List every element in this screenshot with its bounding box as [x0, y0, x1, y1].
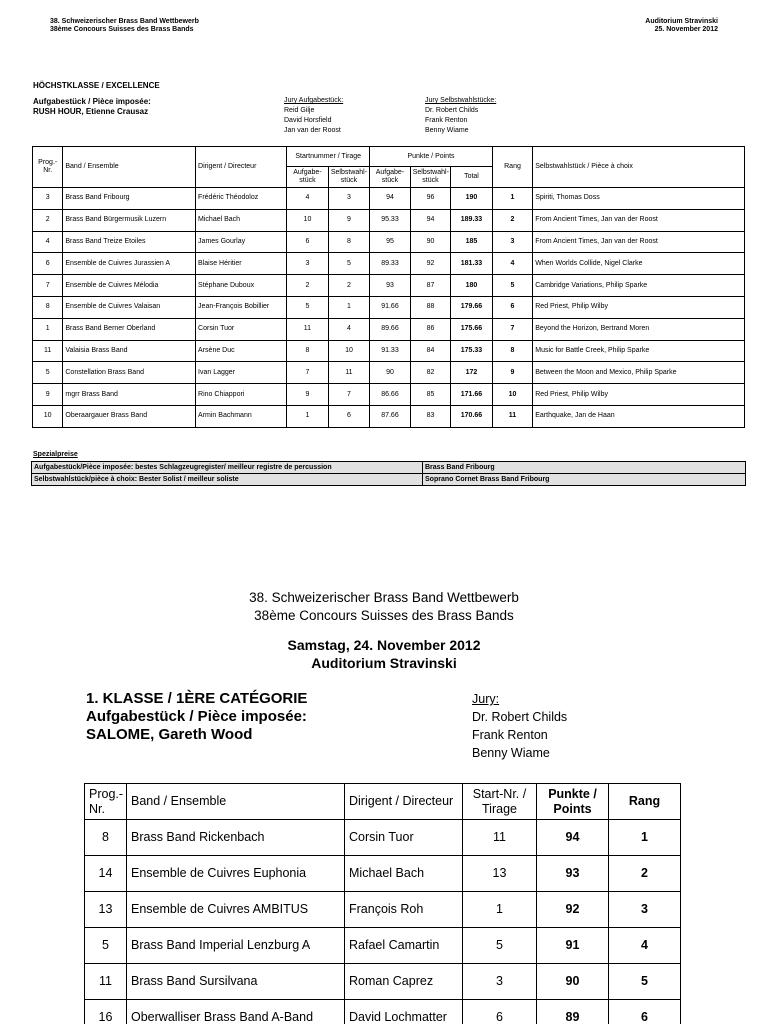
page2-category: 1. KLASSE / 1ÈRE CATÉGORIE: [86, 690, 308, 707]
cell-start-test: 2: [287, 275, 329, 297]
cell-points: 91: [537, 928, 609, 964]
header-total: Total: [451, 167, 493, 188]
cell-band: Ensemble de Cuivres Valaisan: [63, 296, 196, 318]
page1-category: HÖCHSTKLASSE / EXCELLENCE: [33, 81, 160, 90]
page2-venue: Auditorium Stravinski: [311, 655, 457, 671]
cell-own-piece: Spiriti, Thomas Doss: [533, 188, 745, 210]
cell-start: 13: [463, 856, 537, 892]
cell-band: Brass Band Rickenbach: [127, 820, 345, 856]
cell-start-test: 9: [287, 384, 329, 406]
header-line: Auditorium Stravinski: [645, 18, 718, 25]
cell-total: 172: [451, 362, 493, 384]
cell-rank: 6: [492, 296, 533, 318]
header-rank: Rang: [492, 147, 533, 188]
header-points-group: Punkte / Points: [370, 147, 493, 167]
cell-rank: 2: [609, 856, 681, 892]
cell-start-own: 5: [328, 253, 370, 275]
cell-rank: 4: [492, 253, 533, 275]
special-prize-row: [32, 474, 746, 486]
header-line: 38. Schweizerischer Brass Band Wettbewerb: [50, 18, 199, 25]
cell-start-test: 10: [287, 209, 329, 231]
cell-total: 171.66: [451, 384, 493, 406]
cell-points-test: 89.66: [370, 318, 411, 340]
header-line: 25. November 2012: [654, 26, 718, 33]
cell-band: Ensemble de Cuivres Jurassien A: [63, 253, 196, 275]
header-start: Start-Nr. / Tirage: [463, 784, 537, 820]
table-row: [85, 856, 681, 892]
cell-own-piece: Beyond the Horizon, Bertrand Moren: [533, 318, 745, 340]
cell-own-piece: From Ancient Times, Jan van der Roost: [533, 231, 745, 253]
cell-rank: 7: [492, 318, 533, 340]
cell-points: 92: [537, 892, 609, 928]
cell-conductor: Armin Bachmann: [196, 405, 287, 427]
cell-prog: 14: [85, 856, 127, 892]
cell-total: 181.33: [451, 253, 493, 275]
header-conductor: Dirigent / Directeur: [196, 147, 287, 188]
cell-band: Brass Band Treize Etoiles: [63, 231, 196, 253]
cell-rank: 2: [492, 209, 533, 231]
cell-points-test: 91.33: [370, 340, 411, 362]
cell-rank: 5: [609, 964, 681, 1000]
jury-test-title: Jury Aufgabestück:: [284, 97, 344, 104]
cell-band: Valaisia Brass Band: [63, 340, 196, 362]
page1-header-left: [50, 18, 199, 34]
cell-rank: 1: [609, 820, 681, 856]
table-row: [33, 318, 745, 340]
cell-total: 180: [451, 275, 493, 297]
cell-band: Ensemble de Cuivres Euphonia: [127, 856, 345, 892]
cell-own-piece: Red Priest, Philip Wilby: [533, 384, 745, 406]
cell-start-own: 8: [328, 231, 370, 253]
table-row: [85, 892, 681, 928]
cell-start-own: 1: [328, 296, 370, 318]
cell-band: Oberaargauer Brass Band: [63, 405, 196, 427]
jury-member: David Horsfield: [284, 117, 332, 124]
cell-points: 94: [537, 820, 609, 856]
cell-rank: 6: [609, 1000, 681, 1024]
page1-header-right: [645, 18, 718, 34]
cell-points-own: 90: [410, 231, 451, 253]
cell-own-piece: Red Priest, Philip Wilby: [533, 296, 745, 318]
cell-start: 5: [463, 928, 537, 964]
cell-rank: 10: [492, 384, 533, 406]
cell-rank: 5: [492, 275, 533, 297]
cell-conductor: Arsène Duc: [196, 340, 287, 362]
cell-start-own: 2: [328, 275, 370, 297]
cell-prog: 16: [85, 1000, 127, 1024]
cell-prog: 5: [33, 362, 63, 384]
jury-member: Jan van der Roost: [284, 127, 341, 134]
cell-start-own: 6: [328, 405, 370, 427]
table-row: [85, 820, 681, 856]
cell-points-test: 93: [370, 275, 411, 297]
special-prizes-title: Spezialpreise: [33, 451, 78, 458]
cell-own-piece: From Ancient Times, Jan van der Roost: [533, 209, 745, 231]
cell-start-test: 1: [287, 405, 329, 427]
excellence-results-table: [32, 146, 745, 428]
cell-prog: 7: [33, 275, 63, 297]
table-row: [33, 231, 745, 253]
table-row: [33, 296, 745, 318]
cell-points-test: 86.66: [370, 384, 411, 406]
jury-own-title: Jury Selbstwahlstücke:: [425, 97, 497, 104]
jury-member: Frank Renton: [425, 117, 468, 124]
jury-member: Dr. Robert Childs: [425, 107, 479, 114]
cell-start-own: 3: [328, 188, 370, 210]
page2-jury-block: [472, 690, 567, 762]
cell-prog: 3: [33, 188, 63, 210]
cell-conductor: Stéphane Duboux: [196, 275, 287, 297]
jury-test-block: [284, 96, 343, 136]
special-prize-row: [32, 462, 746, 474]
cell-points-own: 88: [410, 296, 451, 318]
page2-title2: 38ème Concours Suisses des Brass Bands: [254, 608, 514, 623]
cell-points-test: 91.66: [370, 296, 411, 318]
cell-rank: 3: [609, 892, 681, 928]
table-row: [33, 340, 745, 362]
cell-start: 1: [463, 892, 537, 928]
cell-conductor: David Lochmatter: [345, 1000, 463, 1024]
special-prize-winner: Brass Band Fribourg: [423, 462, 746, 474]
jury-member: Benny Wiame: [425, 127, 469, 134]
cell-points: 89: [537, 1000, 609, 1024]
cell-own-piece: Music for Battle Creek, Philip Sparke: [533, 340, 745, 362]
cell-start-own: 4: [328, 318, 370, 340]
cell-conductor: Corsin Tuor: [345, 820, 463, 856]
cell-conductor: Ivan Lagger: [196, 362, 287, 384]
cell-start-test: 4: [287, 188, 329, 210]
cell-band: Brass Band Bürgermusik Luzern: [63, 209, 196, 231]
cell-start-test: 6: [287, 231, 329, 253]
header-line: 38ème Concours Suisses des Brass Bands: [50, 26, 194, 33]
special-prizes-table: [31, 461, 746, 486]
cell-prog: 9: [33, 384, 63, 406]
header-start-test: Aufgabe-stück: [287, 167, 329, 188]
table-row: [85, 928, 681, 964]
cell-conductor: François Roh: [345, 892, 463, 928]
cell-prog: 1: [33, 318, 63, 340]
cell-own-piece: Between the Moon and Mexico, Philip Sparke: [533, 362, 745, 384]
cell-band: Constellation Brass Band: [63, 362, 196, 384]
cell-start-own: 7: [328, 384, 370, 406]
cell-start: 3: [463, 964, 537, 1000]
table-row: [33, 188, 745, 210]
cell-points-own: 82: [410, 362, 451, 384]
jury-member: Benny Wiame: [472, 746, 550, 760]
cell-start-own: 9: [328, 209, 370, 231]
header-start-group: Startnummer / Tirage: [287, 147, 370, 167]
cell-start-own: 11: [328, 362, 370, 384]
header-band: Band / Ensemble: [127, 784, 345, 820]
cell-band: Ensemble de Cuivres Mélodia: [63, 275, 196, 297]
page2-piece-label: Aufgabestück / Pièce imposée:: [86, 708, 307, 725]
cell-conductor: Corsin Tuor: [196, 318, 287, 340]
header-band: Band / Ensemble: [63, 147, 196, 188]
table-row: [33, 384, 745, 406]
header-prog: Prog.-Nr.: [33, 147, 63, 188]
cell-own-piece: Earthquake, Jan de Haan: [533, 405, 745, 427]
cell-prog: 10: [33, 405, 63, 427]
cell-rank: 4: [609, 928, 681, 964]
cell-start-own: 10: [328, 340, 370, 362]
cell-prog: 13: [85, 892, 127, 928]
jury-member: Dr. Robert Childs: [472, 710, 568, 724]
cell-points-test: 95.33: [370, 209, 411, 231]
cell-points-test: 94: [370, 188, 411, 210]
cell-points: 93: [537, 856, 609, 892]
page1-piece-label: Aufgabestück / Pièce imposée:: [33, 97, 151, 106]
header-own-piece: Selbstwahlstück / Pièce à choix: [533, 147, 745, 188]
cell-band: Brass Band Berner Oberland: [63, 318, 196, 340]
cell-total: 175.66: [451, 318, 493, 340]
header-start-own: Selbstwahl-stück: [328, 167, 370, 188]
cell-prog: 8: [33, 296, 63, 318]
cell-points-own: 92: [410, 253, 451, 275]
cell-rank: 8: [492, 340, 533, 362]
special-prize-winner: Soprano Cornet Brass Band Fribourg: [423, 474, 746, 486]
cell-points-own: 84: [410, 340, 451, 362]
cell-rank: 11: [492, 405, 533, 427]
cell-band: Brass Band Sursilvana: [127, 964, 345, 1000]
cell-total: 189.33: [451, 209, 493, 231]
first-class-results-table: [84, 783, 681, 1024]
cell-start-test: 3: [287, 253, 329, 275]
cell-own-piece: When Worlds Collide, Nigel Clarke: [533, 253, 745, 275]
cell-conductor: James Gourlay: [196, 231, 287, 253]
cell-start-test: 8: [287, 340, 329, 362]
cell-points-own: 94: [410, 209, 451, 231]
cell-band: mgrr Brass Band: [63, 384, 196, 406]
cell-points-own: 87: [410, 275, 451, 297]
cell-band: Brass Band Imperial Lenzburg A: [127, 928, 345, 964]
table-row: [85, 964, 681, 1000]
cell-points-test: 89.33: [370, 253, 411, 275]
jury-member: Frank Renton: [472, 728, 548, 742]
table-row: [33, 362, 745, 384]
header-points: Punkte / Points: [537, 784, 609, 820]
jury-member: Reid Gilje: [284, 107, 315, 114]
cell-points-test: 87.66: [370, 405, 411, 427]
cell-points-own: 85: [410, 384, 451, 406]
cell-rank: 1: [492, 188, 533, 210]
cell-prog: 8: [85, 820, 127, 856]
page2-date: Samstag, 24. November 2012: [287, 637, 481, 653]
table-row: [33, 253, 745, 275]
cell-conductor: Roman Caprez: [345, 964, 463, 1000]
page1-piece: RUSH HOUR, Etienne Crausaz: [33, 107, 149, 116]
cell-band: Oberwalliser Brass Band A-Band: [127, 1000, 345, 1024]
page2-piece: SALOME, Gareth Wood: [86, 726, 253, 743]
page2-title1: 38. Schweizerischer Brass Band Wettbewerb: [249, 590, 519, 605]
cell-rank: 3: [492, 231, 533, 253]
cell-prog: 11: [85, 964, 127, 1000]
header-conductor: Dirigent / Directeur: [345, 784, 463, 820]
header-pts-test: Aufgabe-stück: [370, 167, 411, 188]
cell-conductor: Rafael Camartin: [345, 928, 463, 964]
cell-band: Brass Band Fribourg: [63, 188, 196, 210]
cell-start-test: 11: [287, 318, 329, 340]
table-row: [85, 1000, 681, 1024]
cell-band: Ensemble de Cuivres AMBITUS: [127, 892, 345, 928]
cell-conductor: Blaise Héritier: [196, 253, 287, 275]
cell-conductor: Frédéric Théodoloz: [196, 188, 287, 210]
cell-points-test: 95: [370, 231, 411, 253]
cell-points: 90: [537, 964, 609, 1000]
cell-prog: 6: [33, 253, 63, 275]
cell-start: 11: [463, 820, 537, 856]
cell-conductor: Michael Bach: [196, 209, 287, 231]
jury-own-block: [425, 96, 496, 136]
cell-own-piece: Cambridge Variations, Philip Sparke: [533, 275, 745, 297]
cell-points-test: 90: [370, 362, 411, 384]
table-row: [33, 275, 745, 297]
cell-rank: 9: [492, 362, 533, 384]
cell-prog: 5: [85, 928, 127, 964]
cell-start-test: 7: [287, 362, 329, 384]
cell-points-own: 86: [410, 318, 451, 340]
jury-title: Jury:: [472, 692, 500, 706]
cell-total: 170.66: [451, 405, 493, 427]
cell-total: 179.66: [451, 296, 493, 318]
cell-prog: 11: [33, 340, 63, 362]
header-prog: Prog.-Nr.: [85, 784, 127, 820]
table-row: [33, 209, 745, 231]
cell-total: 185: [451, 231, 493, 253]
header-pts-own: Selbstwahl-stück: [410, 167, 451, 188]
cell-total: 175.33: [451, 340, 493, 362]
cell-points-own: 83: [410, 405, 451, 427]
cell-total: 190: [451, 188, 493, 210]
cell-prog: 2: [33, 209, 63, 231]
special-prize-label: Aufgabestück/Pièce imposée: bestes Schlagzeugregister/ meilleur registre de percussion: [32, 462, 423, 474]
cell-conductor: Jean-François Bobillier: [196, 296, 287, 318]
cell-points-own: 96: [410, 188, 451, 210]
cell-conductor: Rino Chiappori: [196, 384, 287, 406]
cell-start-test: 5: [287, 296, 329, 318]
table-row: [33, 405, 745, 427]
cell-start: 6: [463, 1000, 537, 1024]
special-prize-label: Selbstwahlstück/pièce à choix: Bester Solist / meilleur soliste: [32, 474, 423, 486]
cell-conductor: Michael Bach: [345, 856, 463, 892]
header-rank: Rang: [609, 784, 681, 820]
cell-prog: 4: [33, 231, 63, 253]
